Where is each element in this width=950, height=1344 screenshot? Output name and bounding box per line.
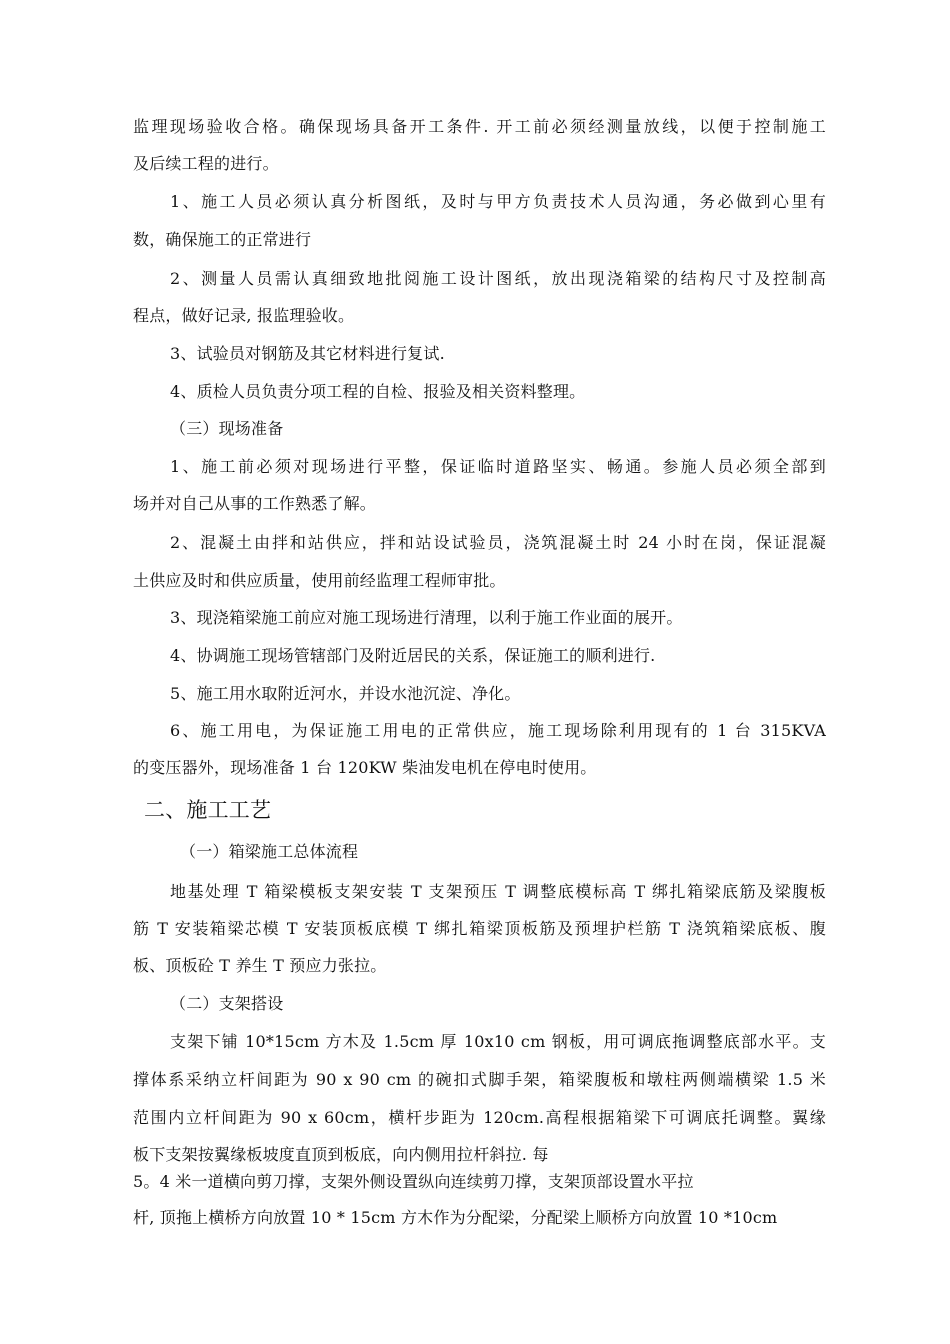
list-item-line: 土供应及时和供应质量，使用前经监理工程师审批。 [133,571,506,590]
paragraph-line: 5。4 米一道横向剪刀撑，支架外侧设置纵向连续剪刀撑，支架顶部设置水平拉 [133,1172,694,1191]
section-heading: 二、施工工艺 [144,798,272,822]
list-item-line: 3、现浇箱梁施工前应对施工现场进行清理，以利于施工作业面的展开。 [170,608,683,627]
list-item-line: 1、施工人员必须认真分析图纸，及时与甲方负责技术人员沟通，务必做到心里有 [170,192,826,211]
section-subheading: （二）支架搭设 [170,994,284,1013]
list-item-line: 程点，做好记录, 报监理验收。 [133,306,355,325]
paragraph-line: 监理现场验收合格。确保现场具备开工条件. 开工前必须经测量放线，以便于控制施工 [133,117,826,136]
paragraph-line: 范围内立杆间距为 90 x 60cm，横杆步距为 120cm.高程根据箱梁下可调底托调整。翼缘 [133,1108,826,1127]
list-item-line: 的变压器外，现场准备 1 台 120KW 柴油发电机在停电时使用。 [133,758,597,777]
list-item-line: 4、协调施工现场管辖部门及附近居民的关系，保证施工的顺利进行. [170,646,656,665]
paragraph-line: 支架下铺 10*15cm 方木及 1.5cm 厚 10x10 cm 钢板，用可调底拖调整底部水平。支 [170,1032,826,1051]
list-item-line: 2、测量人员需认真细致地批阅施工设计图纸，放出现浇箱梁的结构尺寸及控制高 [170,269,826,288]
paragraph-line: 筋 T 安装箱梁芯模 T 安装顶板底模 T 绑扎箱梁顶板筋及预埋护栏筋 T 浇筑箱梁底板、腹 [133,919,826,938]
paragraph-line: 板下支架按翼缘板坡度直顶到板底，向内侧用拉杆斜拉. 每 [133,1145,549,1164]
list-item-line: 3、试验员对钢筋及其它材料进行复试. [170,344,445,363]
list-item-line: 5、施工用水取附近河水，并设水池沉淀、净化。 [170,684,521,703]
list-item-line: 数，确保施工的正常进行 [133,230,312,249]
list-item-line: 场并对自己从事的工作熟悉了解。 [133,494,377,513]
section-subheading: （三）现场准备 [170,419,284,438]
paragraph-line: 板、顶板砼 T 养生 T 预应力张拉。 [133,956,387,975]
list-item-line: 6、施工用电，为保证施工用电的正常供应，施工现场除利用现有的 1 台 315KVA [170,721,826,740]
list-item-line: 4、质检人员负责分项工程的自检、报验及相关资料整理。 [170,382,586,401]
paragraph-line: 撑体系采纳立杆间距为 90 x 90 cm 的碗扣式脚手架，箱梁腹板和墩柱两侧端横梁 1.5 米 [133,1070,826,1089]
list-item-line: 1、施工前必须对现场进行平整，保证临时道路坚实、畅通。参施人员必须全部到 [170,457,826,476]
paragraph-line: 杆, 顶拖上横桥方向放置 10 * 15cm 方木作为分配梁，分配梁上顺桥方向放置 10 *10cm [133,1208,778,1227]
paragraph-line: 及后续工程的进行。 [133,154,279,173]
section-subheading: （一）箱梁施工总体流程 [180,842,359,861]
list-item-line: 2、混凝土由拌和站供应，拌和站设试验员，浇筑混凝土时 24 小时在岗，保证混凝 [170,533,826,552]
paragraph-line: 地基处理 T 箱梁模板支架安装 T 支架预压 T 调整底模标高 T 绑扎箱梁底筋及梁腹板 [170,882,826,901]
